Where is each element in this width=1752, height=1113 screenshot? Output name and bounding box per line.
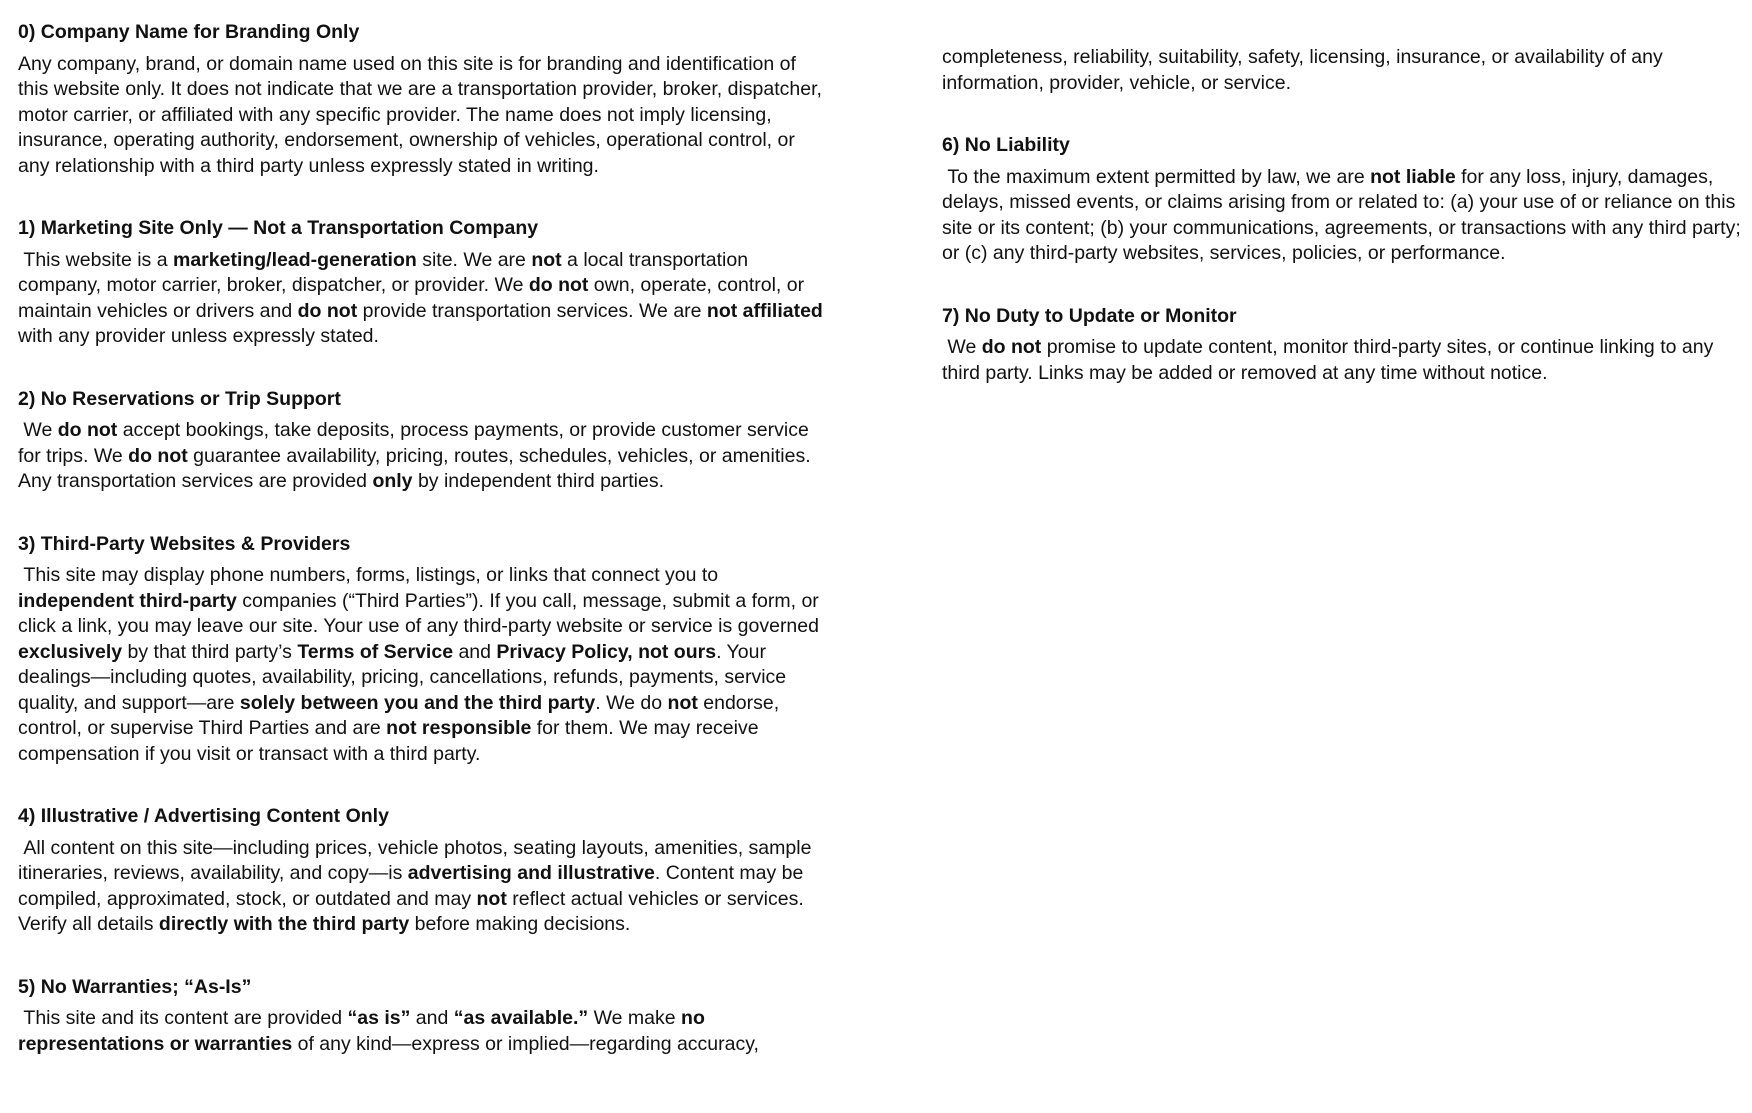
- section-body: This site and its content are provided “as is” and “as available.” We make no representations or warranties of any kind—express or implied—regarding accuracy,: [18, 1007, 759, 1055]
- section-body: We do not promise to update content, monitor third-party sites, or continue linking to any third party. Links may be added or removed at any time without notice.: [942, 336, 1714, 384]
- section-no-duty-to-update: [942, 304, 1752, 387]
- section-no-liability: [942, 133, 1752, 267]
- section-third-party-websites: [18, 532, 830, 768]
- section-heading: 5) No Warranties; “As-Is”: [18, 975, 252, 998]
- section-body: This website is a marketing/lead-generation site. We are not a local transportation company, motor carrier, broker, dispatcher, or provider. We do not own, operate, control, or maintain vehicles or drivers and do not provide transportation services. We are not affiliated with any provider unless expressly stated.: [18, 248, 823, 347]
- section-illustrative-content: [18, 804, 830, 938]
- section-body: To the maximum extent permitted by law, we are not liable for any loss, injury, damages, delays, missed events, or claims arising from or related to: (a) your use of or reliance on this site or its content; (b) your communications, agreements, or transactions with any third party; or (c) any third-party websites, services, policies, or performance.: [942, 165, 1741, 264]
- section-body: Any company, brand, or domain name used on this site is for branding and identification of this website only. It does not indicate that we are a transportation provider, broker, dispatcher, motor carrier, or affiliated with any specific provider. The name does not imply licensing, insurance, operating authority, endorsement, ownership of vehicles, operational control, or any relationship with a third party unless expressly stated in writing.: [18, 52, 822, 177]
- section-company-name-branding: [18, 20, 830, 179]
- section-marketing-site-only: [18, 216, 830, 350]
- section-body: We do not accept bookings, take deposits, process payments, or provide customer service for trips. We do not guarantee availability, pricing, routes, schedules, vehicles, or amenities. Any transportation services are provided only by independent third parties.: [18, 419, 811, 492]
- section-body: All content on this site—including prices, vehicle photos, seating layouts, amenities, sample itineraries, reviews, availability, and copy—is advertising and illustrative. Content may be compiled, approximated, stock, or outdated and may not reflect actual vehicles or services. Verify all details directly with the third party before making decisions.: [18, 836, 812, 935]
- section-heading: 6) No Liability: [942, 134, 1070, 156]
- section-no-warranties: [18, 975, 830, 1058]
- left-column: [18, 20, 830, 1057]
- section-heading: 0) Company Name for Branding Only: [18, 21, 360, 43]
- right-column: [942, 20, 1752, 1057]
- section-heading: 7) No Duty to Update or Monitor: [942, 304, 1237, 327]
- section-no-reservations: [18, 387, 830, 495]
- section-heading: 3) Third-Party Websites & Providers: [18, 532, 351, 555]
- section-heading: 2) No Reservations or Trip Support: [18, 387, 341, 410]
- section-body: This site may display phone numbers, forms, listings, or links that connect you to independent third-party companies (“Third Parties”). If you call, message, submit a form, or click a link, you may leave our site. Your use of any third-party website or service is governed exclusively by that third party’s Terms of Service and Privacy Policy, not ours. Your dealings—including quotes, availability, pricing, cancellations, refunds, payments, service quality, and support—are solely between you and the third party. We do not endorse, control, or supervise Third Parties and are not responsible for them. We may receive compensation if you visit or transact with a third party.: [18, 564, 819, 765]
- section-no-warranties-continuation: completeness, reliability, suitability, safety, licensing, insurance, or availability of any information, provider, vehicle, or service.: [942, 46, 1663, 94]
- section-heading: 1) Marketing Site Only — Not a Transportation Company: [18, 217, 539, 239]
- section-heading: 4) Illustrative / Advertising Content Only: [18, 805, 389, 827]
